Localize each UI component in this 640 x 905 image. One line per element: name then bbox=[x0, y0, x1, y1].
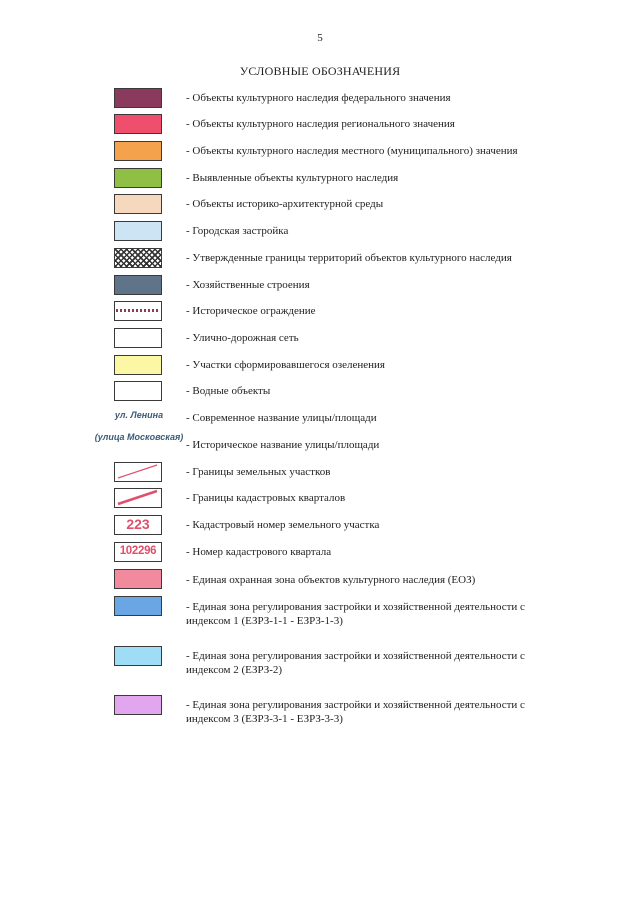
legend-text: - Утвержденные границы территорий объектов культурного наследия bbox=[186, 252, 512, 264]
block-number-symbol: 102296 bbox=[114, 542, 162, 562]
water-swatch bbox=[114, 381, 162, 401]
legend-text: - Кадастровый номер земельного участка bbox=[186, 519, 380, 531]
identified-swatch bbox=[114, 168, 162, 188]
federal-swatch bbox=[114, 88, 162, 108]
legend-text: - Хозяйственные строения bbox=[186, 279, 310, 291]
modern-street-label: ул. Ленина bbox=[114, 410, 164, 420]
legend-text: - Историческое название улицы/площади bbox=[186, 439, 380, 451]
regional-swatch bbox=[114, 114, 162, 134]
crosshatch-swatch bbox=[114, 248, 162, 268]
legend-text-line2: индексом 2 (ЕЗРЗ-2) bbox=[186, 664, 283, 676]
eoz-swatch bbox=[114, 569, 162, 589]
legend-text: - Единая зона регулирования застройки и хозяйственной деятельности с bbox=[186, 601, 525, 613]
legend-text: - Единая охранная зона объектов культурного наследия (ЕОЗ) bbox=[186, 574, 476, 586]
hist-arch-swatch bbox=[114, 194, 162, 214]
legend-title: УСЛОВНЫЕ ОБОЗНАЧЕНИЯ bbox=[239, 64, 401, 78]
legend-text: - Объекты культурного наследия регионального значения bbox=[186, 118, 455, 130]
outbuildings-swatch bbox=[114, 275, 162, 295]
legend-text: - Объекты историко-архитектурной среды bbox=[186, 198, 384, 210]
urban-swatch bbox=[114, 221, 162, 241]
legend-text: - Водные объекты bbox=[186, 385, 271, 397]
greenery-swatch bbox=[114, 355, 162, 375]
diagonal-line-icon bbox=[115, 463, 160, 480]
thick-diagonal-line-icon bbox=[115, 489, 160, 506]
ezrz3-swatch bbox=[114, 695, 162, 715]
page-number: 5 bbox=[317, 32, 323, 44]
historic-street-label: (улица Московская) bbox=[94, 432, 184, 442]
legend-text: - Городская застройка bbox=[186, 225, 289, 237]
legend-text: - Единая зона регулирования застройки и хозяйственной деятельности с bbox=[186, 650, 525, 662]
plot-number-symbol: 223 bbox=[114, 515, 162, 535]
legend-text: - Современное название улицы/площади bbox=[186, 412, 377, 424]
fence-line-icon bbox=[115, 302, 160, 319]
ezrz2-swatch bbox=[114, 646, 162, 666]
legend-text: - Объекты культурного наследия федерального значения bbox=[186, 92, 451, 104]
legend-text: - Участки сформировавшегося озеленения bbox=[186, 359, 385, 371]
ezrz1-swatch bbox=[114, 596, 162, 616]
legend-text: - Единая зона регулирования застройки и хозяйственной деятельности с bbox=[186, 699, 525, 711]
legend-text: - Границы кадастровых кварталов bbox=[186, 492, 346, 504]
legend-text-line2: индексом 3 (ЕЗРЗ-3-1 - ЕЗРЗ-3-3) bbox=[186, 713, 343, 725]
legend-text: - Историческое ограждение bbox=[186, 305, 316, 317]
roads-swatch bbox=[114, 328, 162, 348]
local-swatch bbox=[114, 141, 162, 161]
legend-text-line2: индексом 1 (ЕЗРЗ-1-1 - ЕЗРЗ-1-3) bbox=[186, 615, 343, 627]
legend-text: - Выявленные объекты культурного наследия bbox=[186, 172, 399, 184]
fence-swatch bbox=[114, 301, 162, 321]
land-plots-swatch bbox=[114, 462, 162, 482]
legend-text: - Границы земельных участков bbox=[186, 466, 331, 478]
cadastral-blocks-swatch bbox=[114, 488, 162, 508]
legend-text: - Объекты культурного наследия местного (муниципального) значения bbox=[186, 145, 518, 157]
legend-text: - Номер кадастрового квартала bbox=[186, 546, 332, 558]
legend-text: - Улично-дорожная сеть bbox=[186, 332, 299, 344]
